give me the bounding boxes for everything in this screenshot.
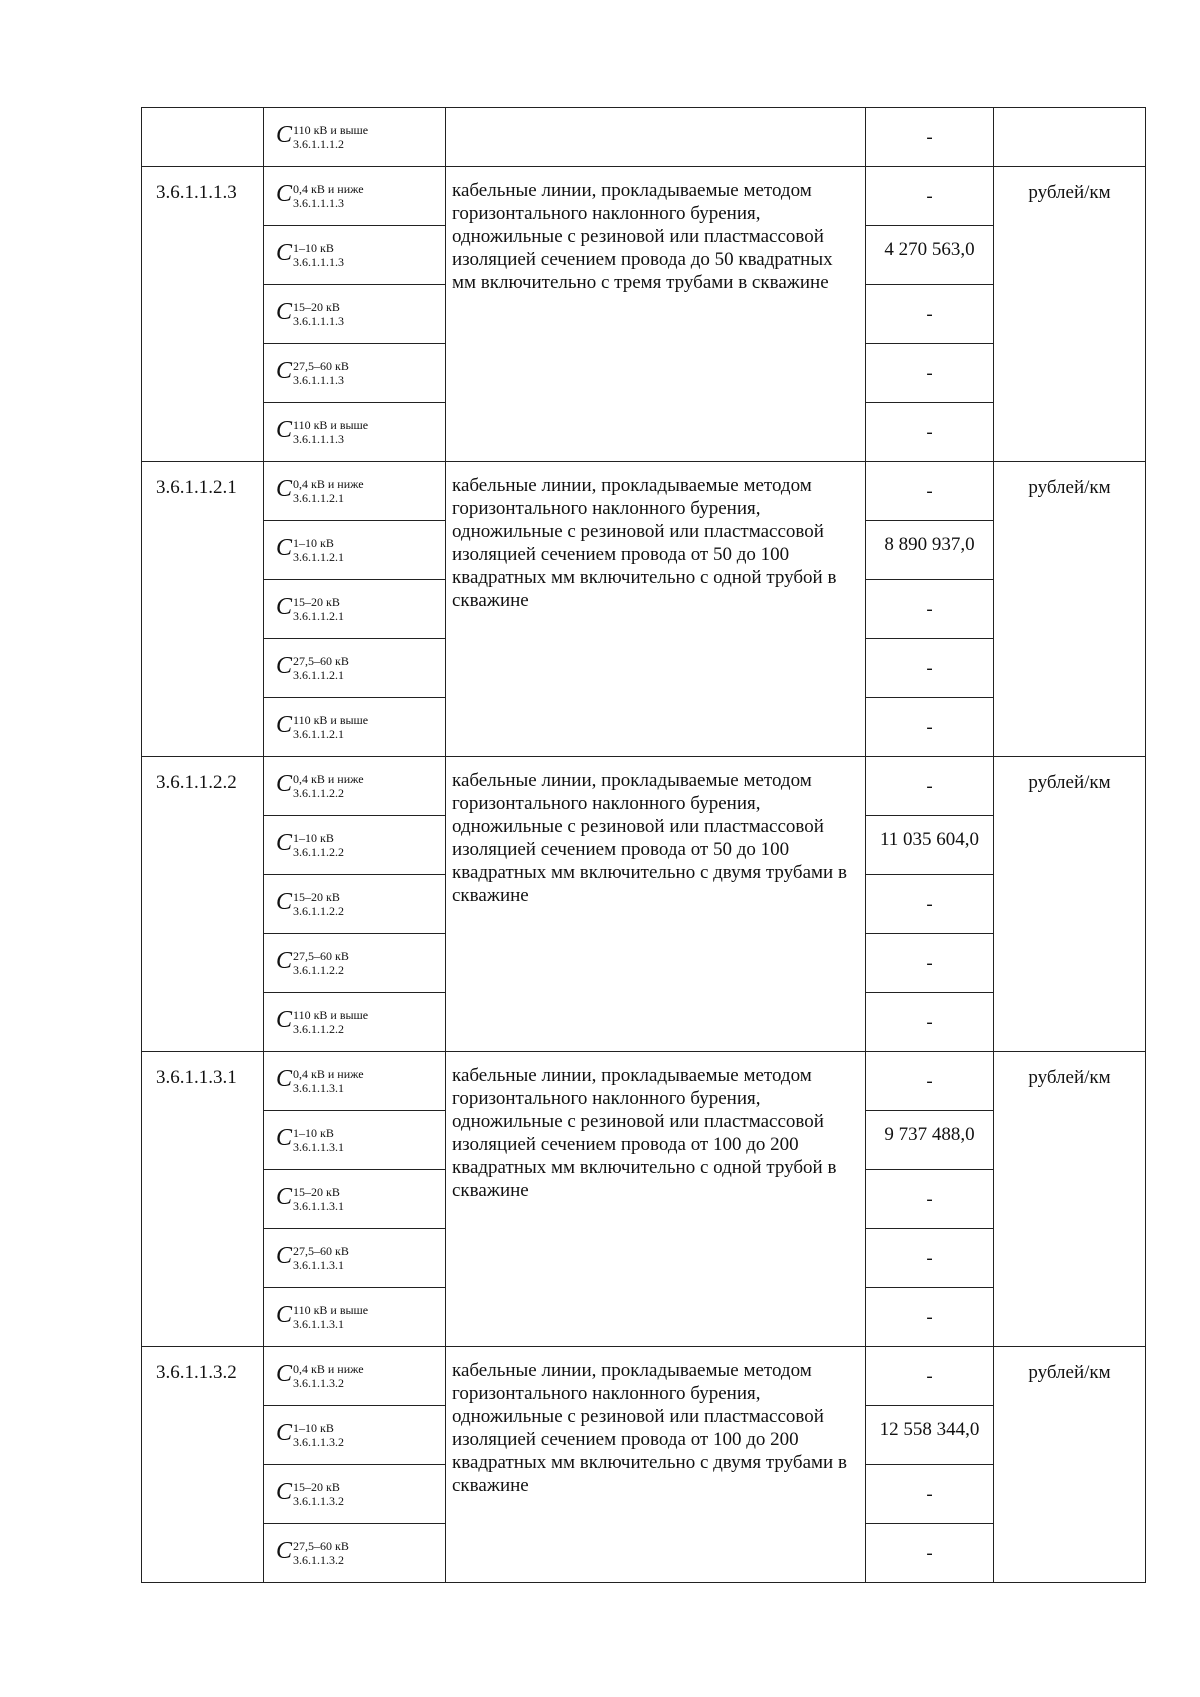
symbol-subscript: 3.6.1.1.1.2: [293, 137, 345, 152]
rate-symbol: C 0,4 кВ и ниже 3.6.1.1.1.3: [276, 180, 364, 211]
symbol-cell: [264, 344, 446, 403]
symbol-superscript: 15–20 кВ: [293, 595, 340, 610]
symbol-subscript: 3.6.1.1.2.1: [293, 727, 345, 742]
item-code: 3.6.1.1.1.3: [156, 182, 237, 203]
item-description: кабельные линии, прокладываемые методом горизонтального наклонного бурения, одножильные с резиновой или пластмассовой изоляцией сечением провода до 50 квадратных мм включительно с тремя трубами в скважине: [452, 180, 833, 293]
rate-value: 11 035 604,0: [879, 829, 980, 850]
code-cell: [142, 757, 264, 1052]
unit-label: рублей/км: [1028, 1067, 1111, 1088]
value-cell: [866, 403, 994, 462]
symbol-cell: [264, 580, 446, 639]
rate-symbol: C 1–10 кВ 3.6.1.1.1.3: [276, 239, 345, 270]
rate-value: -: [926, 480, 933, 502]
symbol-superscript: 0,4 кВ и ниже: [293, 182, 364, 197]
symbol-cell: [264, 934, 446, 993]
rate-value: 12 558 344,0: [879, 1419, 980, 1440]
symbol-superscript: 15–20 кВ: [293, 890, 340, 905]
symbol-cell: [264, 993, 446, 1052]
table-row: [142, 108, 1146, 167]
value-cell: [866, 698, 994, 757]
rate-value: -: [926, 952, 933, 974]
item-description: кабельные линии, прокладываемые методом горизонтального наклонного бурения, одножильные с резиновой или пластмассовой изоляцией сечением провода от 50 до 100 квадратных мм включительно с двумя трубами в скважине: [452, 770, 847, 906]
symbol-subscript: 3.6.1.1.1.3: [293, 432, 345, 447]
symbol-superscript: 0,4 кВ и ниже: [293, 1067, 364, 1082]
value-cell: [866, 875, 994, 934]
rate-symbol: C 15–20 кВ 3.6.1.1.3.2: [276, 1478, 345, 1509]
value-cell: [866, 1170, 994, 1229]
symbol-subscript: 3.6.1.1.1.3: [293, 196, 345, 211]
symbol-cell: [264, 226, 446, 285]
rate-value: -: [926, 1542, 933, 1564]
value-cell: [866, 1465, 994, 1524]
rate-symbol: C 15–20 кВ 3.6.1.1.2.1: [276, 593, 345, 624]
item-code: 3.6.1.1.3.2: [156, 1362, 237, 1383]
symbol-superscript: 110 кВ и выше: [293, 1303, 369, 1318]
symbol-cell: [264, 1406, 446, 1465]
rate-value: -: [926, 303, 933, 325]
symbol-subscript: 3.6.1.1.3.1: [293, 1081, 345, 1096]
symbol-superscript: 0,4 кВ и ниже: [293, 477, 364, 492]
symbol-cell: [264, 1111, 446, 1170]
symbol-cell: [264, 698, 446, 757]
rate-value: 9 737 488,0: [884, 1124, 975, 1145]
rate-value: 8 890 937,0: [884, 534, 975, 555]
unit-cell: [994, 108, 1146, 167]
symbol-subscript: 3.6.1.1.3.2: [293, 1435, 345, 1450]
symbol-subscript: 3.6.1.1.1.3: [293, 314, 345, 329]
symbol-cell: [264, 108, 446, 167]
rates-table-body: [142, 108, 1146, 1583]
symbol-subscript: 3.6.1.1.3.1: [293, 1258, 345, 1273]
symbol-subscript: 3.6.1.1.2.2: [293, 1022, 345, 1037]
symbol-cell: [264, 757, 446, 816]
rate-value: -: [926, 1483, 933, 1505]
symbol-subscript: 3.6.1.1.2.2: [293, 904, 345, 919]
rate-symbol: C 110 кВ и выше 3.6.1.1.2.2: [276, 1006, 369, 1037]
symbol-superscript: 1–10 кВ: [293, 831, 334, 846]
rate-value: -: [926, 1011, 933, 1033]
symbol-superscript: 15–20 кВ: [293, 1185, 340, 1200]
rate-value: -: [926, 1365, 933, 1387]
rate-value: -: [926, 1188, 933, 1210]
symbol-cell: [264, 1052, 446, 1111]
symbol-superscript: 110 кВ и выше: [293, 123, 369, 138]
rate-value: -: [926, 1306, 933, 1328]
description-cell: [446, 1347, 866, 1583]
symbol-cell: [264, 1229, 446, 1288]
rate-symbol: C 110 кВ и выше 3.6.1.1.2.1: [276, 711, 369, 742]
value-cell: [866, 1288, 994, 1347]
rate-symbol: C 27,5–60 кВ 3.6.1.1.1.3: [276, 357, 349, 388]
table-row: [142, 1052, 1146, 1111]
code-cell: [142, 1052, 264, 1347]
unit-cell: [994, 462, 1146, 757]
description-cell: [446, 1052, 866, 1347]
rate-symbol: C 0,4 кВ и ниже 3.6.1.1.2.1: [276, 475, 364, 506]
symbol-superscript: 27,5–60 кВ: [293, 1244, 349, 1259]
symbol-cell: [264, 521, 446, 580]
rate-symbol: C 27,5–60 кВ 3.6.1.1.2.2: [276, 947, 349, 978]
symbol-cell: [264, 1347, 446, 1406]
symbol-cell: [264, 1465, 446, 1524]
symbol-superscript: 1–10 кВ: [293, 1421, 334, 1436]
symbol-subscript: 3.6.1.1.2.2: [293, 963, 345, 978]
rate-value: -: [926, 185, 933, 207]
value-cell: [866, 167, 994, 226]
rate-symbol: C 1–10 кВ 3.6.1.1.3.2: [276, 1419, 345, 1450]
rate-symbol: C 0,4 кВ и ниже 3.6.1.1.3.1: [276, 1065, 364, 1096]
symbol-cell: [264, 875, 446, 934]
rate-symbol: C 110 кВ и выше 3.6.1.1.1.3: [276, 416, 369, 447]
value-cell: [866, 108, 994, 167]
symbol-superscript: 27,5–60 кВ: [293, 359, 349, 374]
rate-symbol: C 15–20 кВ 3.6.1.1.1.3: [276, 298, 345, 329]
value-cell: [866, 1111, 994, 1170]
symbol-cell: [264, 167, 446, 226]
rate-symbol: C 27,5–60 кВ 3.6.1.1.3.1: [276, 1242, 349, 1273]
symbol-superscript: 27,5–60 кВ: [293, 654, 349, 669]
value-cell: [866, 639, 994, 698]
rate-value: -: [926, 126, 933, 148]
item-code: 3.6.1.1.3.1: [156, 1067, 237, 1088]
code-cell: [142, 462, 264, 757]
rate-value: -: [926, 657, 933, 679]
value-cell: [866, 1052, 994, 1111]
item-code: 3.6.1.1.2.1: [156, 477, 237, 498]
rate-symbol: C 27,5–60 кВ 3.6.1.1.3.2: [276, 1537, 349, 1568]
item-description: кабельные линии, прокладываемые методом горизонтального наклонного бурения, одножильные с резиновой или пластмассовой изоляцией сечением провода от 100 до 200 квадратных мм включительно с двумя трубами в скважине: [452, 1360, 847, 1496]
rate-symbol: C 1–10 кВ 3.6.1.1.2.2: [276, 829, 345, 860]
symbol-cell: [264, 639, 446, 698]
description-cell: [446, 757, 866, 1052]
rate-value: -: [926, 421, 933, 443]
symbol-superscript: 110 кВ и выше: [293, 713, 369, 728]
rate-symbol: C 110 кВ и выше 3.6.1.1.3.1: [276, 1301, 369, 1332]
symbol-subscript: 3.6.1.1.2.1: [293, 550, 345, 565]
value-cell: [866, 226, 994, 285]
value-cell: [866, 285, 994, 344]
symbol-subscript: 3.6.1.1.3.2: [293, 1376, 345, 1391]
symbol-subscript: 3.6.1.1.3.1: [293, 1140, 345, 1155]
symbol-superscript: 110 кВ и выше: [293, 418, 369, 433]
symbol-cell: [264, 816, 446, 875]
symbol-subscript: 3.6.1.1.3.2: [293, 1553, 345, 1568]
symbol-superscript: 15–20 кВ: [293, 1480, 340, 1495]
value-cell: [866, 1524, 994, 1583]
rate-symbol: C 1–10 кВ 3.6.1.1.2.1: [276, 534, 345, 565]
symbol-cell: [264, 403, 446, 462]
item-code: 3.6.1.1.2.2: [156, 772, 237, 793]
symbol-superscript: 15–20 кВ: [293, 300, 340, 315]
symbol-superscript: 27,5–60 кВ: [293, 1539, 349, 1554]
rate-value: -: [926, 1070, 933, 1092]
symbol-superscript: 27,5–60 кВ: [293, 949, 349, 964]
rate-symbol: C 1–10 кВ 3.6.1.1.3.1: [276, 1124, 345, 1155]
value-cell: [866, 934, 994, 993]
symbol-subscript: 3.6.1.1.2.1: [293, 491, 345, 506]
table-row: [142, 462, 1146, 521]
rate-symbol: C 15–20 кВ 3.6.1.1.2.2: [276, 888, 345, 919]
table-row: [142, 757, 1146, 816]
rate-value: -: [926, 1247, 933, 1269]
table-row: [142, 167, 1146, 226]
rate-symbol: C 110 кВ и выше 3.6.1.1.1.2: [276, 121, 369, 152]
value-cell: [866, 1229, 994, 1288]
code-cell: [142, 1347, 264, 1583]
symbol-subscript: 3.6.1.1.3.2: [293, 1494, 345, 1509]
value-cell: [866, 816, 994, 875]
rate-symbol: C 27,5–60 кВ 3.6.1.1.2.1: [276, 652, 349, 683]
unit-cell: [994, 167, 1146, 462]
symbol-superscript: 1–10 кВ: [293, 536, 334, 551]
rate-value: -: [926, 775, 933, 797]
rate-symbol: C 15–20 кВ 3.6.1.1.3.1: [276, 1183, 345, 1214]
value-cell: [866, 462, 994, 521]
symbol-superscript: 0,4 кВ и ниже: [293, 772, 364, 787]
symbol-superscript: 110 кВ и выше: [293, 1008, 369, 1023]
value-cell: [866, 580, 994, 639]
rate-value: -: [926, 893, 933, 915]
rates-table: [141, 107, 1146, 1583]
table-row: [142, 1347, 1146, 1406]
symbol-cell: [264, 1170, 446, 1229]
value-cell: [866, 344, 994, 403]
symbol-cell: [264, 462, 446, 521]
value-cell: [866, 1406, 994, 1465]
unit-label: рублей/км: [1028, 182, 1111, 203]
unit-cell: [994, 1052, 1146, 1347]
rate-symbol: C 0,4 кВ и ниже 3.6.1.1.3.2: [276, 1360, 364, 1391]
symbol-cell: [264, 1288, 446, 1347]
rate-value: -: [926, 598, 933, 620]
unit-label: рублей/км: [1028, 477, 1111, 498]
symbol-subscript: 3.6.1.1.2.1: [293, 668, 345, 683]
description-cell: [446, 167, 866, 462]
symbol-subscript: 3.6.1.1.3.1: [293, 1317, 345, 1332]
description-cell: [446, 462, 866, 757]
value-cell: [866, 757, 994, 816]
rate-value: -: [926, 716, 933, 738]
symbol-subscript: 3.6.1.1.2.1: [293, 609, 345, 624]
symbol-superscript: 1–10 кВ: [293, 241, 334, 256]
code-cell: [142, 108, 264, 167]
symbol-subscript: 3.6.1.1.3.1: [293, 1199, 345, 1214]
code-cell: [142, 167, 264, 462]
value-cell: [866, 1347, 994, 1406]
unit-cell: [994, 1347, 1146, 1583]
symbol-cell: [264, 285, 446, 344]
item-description: кабельные линии, прокладываемые методом горизонтального наклонного бурения, одножильные с резиновой или пластмассовой изоляцией сечением провода от 100 до 200 квадратных мм включительно с одной трубой в скважине: [452, 1065, 837, 1201]
symbol-subscript: 3.6.1.1.2.2: [293, 786, 345, 801]
value-cell: [866, 993, 994, 1052]
symbol-superscript: 1–10 кВ: [293, 1126, 334, 1141]
rate-symbol: C 0,4 кВ и ниже 3.6.1.1.2.2: [276, 770, 364, 801]
symbol-subscript: 3.6.1.1.2.2: [293, 845, 345, 860]
rate-value: -: [926, 362, 933, 384]
item-description: кабельные линии, прокладываемые методом горизонтального наклонного бурения, одножильные с резиновой или пластмассовой изоляцией сечением провода от 50 до 100 квадратных мм включительно с одной трубой в скважине: [452, 475, 837, 611]
symbol-cell: [264, 1524, 446, 1583]
symbol-subscript: 3.6.1.1.1.3: [293, 255, 345, 270]
rate-value: 4 270 563,0: [884, 239, 975, 260]
unit-cell: [994, 757, 1146, 1052]
unit-label: рублей/км: [1028, 1362, 1111, 1383]
value-cell: [866, 521, 994, 580]
symbol-subscript: 3.6.1.1.1.3: [293, 373, 345, 388]
description-cell: [446, 108, 866, 167]
unit-label: рублей/км: [1028, 772, 1111, 793]
symbol-superscript: 0,4 кВ и ниже: [293, 1362, 364, 1377]
